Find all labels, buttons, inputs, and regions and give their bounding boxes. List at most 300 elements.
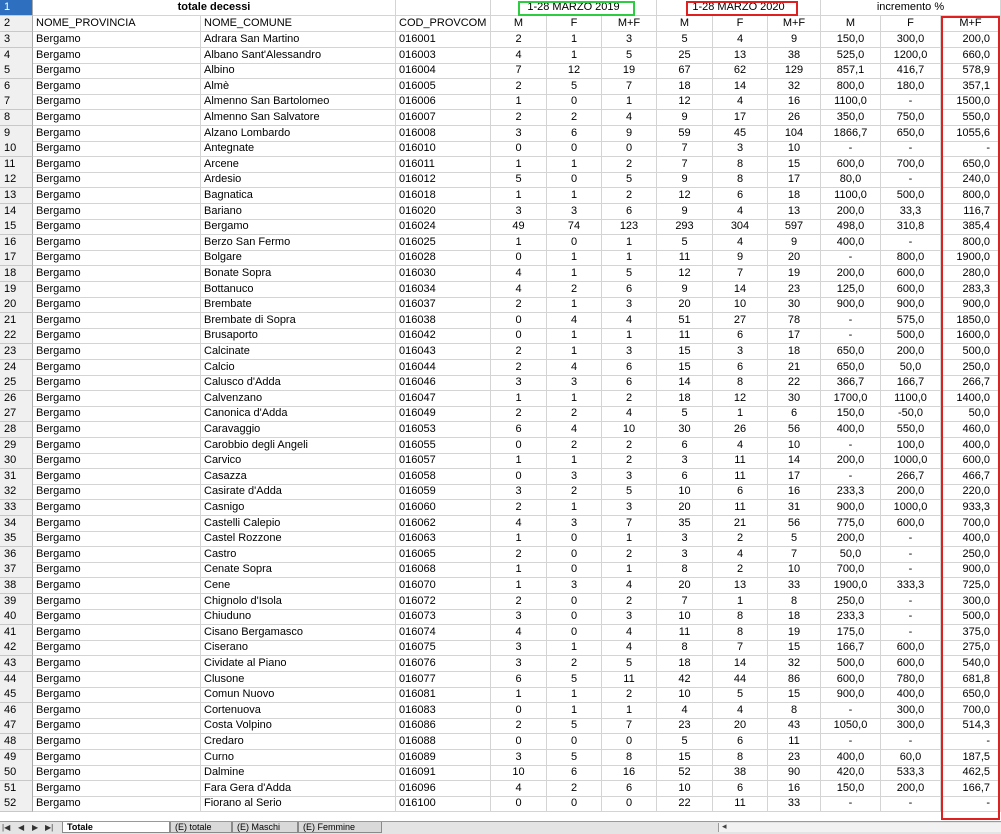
cell-comune[interactable]: Carobbio degli Angeli <box>201 438 396 454</box>
cell-m-incremento[interactable]: - <box>821 250 881 266</box>
cell-comune[interactable]: Casnigo <box>201 500 396 516</box>
cell-m-incremento[interactable]: 1100,0 <box>821 188 881 204</box>
cell-f-incremento[interactable]: 800,0 <box>881 250 941 266</box>
row-header[interactable]: 10 <box>0 141 33 157</box>
cell-m-2020[interactable]: 67 <box>657 63 713 79</box>
cell-m-2019[interactable]: 2 <box>491 110 547 126</box>
cell-m-2020[interactable]: 22 <box>657 796 713 812</box>
cell-m-2019[interactable]: 2 <box>491 718 547 734</box>
cell-comune[interactable]: Cividate al Piano <box>201 656 396 672</box>
cell-f-2019[interactable]: 0 <box>547 594 602 610</box>
cell-mf-2020[interactable]: 14 <box>768 453 821 469</box>
cell-f-2020[interactable]: 3 <box>713 344 768 360</box>
cell-m-incremento[interactable]: - <box>821 703 881 719</box>
cell-cod-provcom[interactable]: 016059 <box>396 484 491 500</box>
cell-m-2020[interactable]: 9 <box>657 172 713 188</box>
cell-f-2020[interactable]: 7 <box>713 640 768 656</box>
cell-f-2019[interactable]: 1 <box>547 157 602 173</box>
cell-mf-2019[interactable]: 2 <box>602 157 657 173</box>
cell-comune[interactable]: Fara Gera d'Adda <box>201 781 396 797</box>
cell-comune[interactable]: Curno <box>201 750 396 766</box>
cell-m-2020[interactable]: 3 <box>657 453 713 469</box>
cell-cod-provcom[interactable]: 016020 <box>396 204 491 220</box>
cell-m-2019[interactable]: 2 <box>491 79 547 95</box>
cell-mf-incremento[interactable]: 540,0 <box>941 656 1001 672</box>
cell-m-2019[interactable]: 10 <box>491 765 547 781</box>
cell-cod-provcom[interactable]: 016044 <box>396 360 491 376</box>
cell-f-2020[interactable]: 6 <box>713 781 768 797</box>
row-header[interactable]: 12 <box>0 172 33 188</box>
cell-mf-2020[interactable]: 43 <box>768 718 821 734</box>
cell-f-2019[interactable]: 1 <box>547 188 602 204</box>
cell-m-incremento[interactable]: 700,0 <box>821 562 881 578</box>
cell-f-incremento[interactable]: 60,0 <box>881 750 941 766</box>
cell-mf-incremento[interactable]: 900,0 <box>941 562 1001 578</box>
cell-f-2020[interactable]: 10 <box>713 297 768 313</box>
cell-comune[interactable]: Ciserano <box>201 640 396 656</box>
cell-f-incremento[interactable]: - <box>881 734 941 750</box>
row-header[interactable]: 22 <box>0 328 33 344</box>
cell-mf-incremento[interactable]: 700,0 <box>941 516 1001 532</box>
cell-m-incremento[interactable]: - <box>821 328 881 344</box>
cell-mf-2020[interactable]: 17 <box>768 328 821 344</box>
row-header[interactable]: 50 <box>0 765 33 781</box>
cell-mf-2019[interactable]: 6 <box>602 204 657 220</box>
cell-m-2019[interactable]: 1 <box>491 578 547 594</box>
cell-m-incremento[interactable]: - <box>821 438 881 454</box>
cell-mf-2020[interactable]: 22 <box>768 375 821 391</box>
cell-m-2020[interactable]: 8 <box>657 562 713 578</box>
cell-m-2020[interactable]: 59 <box>657 126 713 142</box>
cell-cod-provcom[interactable]: 016077 <box>396 672 491 688</box>
cell-f-incremento[interactable]: 1000,0 <box>881 453 941 469</box>
cell-mf-2019[interactable]: 1 <box>602 235 657 251</box>
cell-m-incremento[interactable]: 1050,0 <box>821 718 881 734</box>
cell-comune[interactable]: Bagnatica <box>201 188 396 204</box>
cell-f-2019[interactable]: 0 <box>547 796 602 812</box>
cell-f-2019[interactable]: 2 <box>547 781 602 797</box>
cell-mf-2020[interactable]: 20 <box>768 250 821 266</box>
cell-m-incremento[interactable]: 366,7 <box>821 375 881 391</box>
cell-mf-incremento[interactable]: 1900,0 <box>941 250 1001 266</box>
cell-f-2019[interactable]: 4 <box>547 360 602 376</box>
cell-mf-2019[interactable]: 3 <box>602 32 657 48</box>
cell-f-incremento[interactable]: - <box>881 94 941 110</box>
tab-prev-icon[interactable]: ◀ <box>18 823 25 832</box>
cell-comune[interactable]: Castro <box>201 547 396 563</box>
cell-mf-2019[interactable]: 7 <box>602 718 657 734</box>
cell-provincia[interactable]: Bergamo <box>33 687 201 703</box>
cell-comune[interactable]: Bariano <box>201 204 396 220</box>
cell-mf-incremento[interactable]: 166,7 <box>941 781 1001 797</box>
cell-f-2020[interactable]: 14 <box>713 656 768 672</box>
cell-mf-2020[interactable]: 31 <box>768 500 821 516</box>
cell-mf-incremento[interactable]: 400,0 <box>941 438 1001 454</box>
cell-f-2020[interactable]: 13 <box>713 578 768 594</box>
cell-provincia[interactable]: Bergamo <box>33 250 201 266</box>
cell-cod-provcom[interactable]: 016065 <box>396 547 491 563</box>
scroll-left-icon[interactable]: ◂ <box>722 821 727 831</box>
row-header[interactable]: 25 <box>0 375 33 391</box>
cell-cod-provcom[interactable]: 016100 <box>396 796 491 812</box>
cell-mf-2020[interactable]: 597 <box>768 219 821 235</box>
cell-m-2019[interactable]: 0 <box>491 796 547 812</box>
cell-mf-incremento[interactable]: 280,0 <box>941 266 1001 282</box>
cell-m-incremento[interactable]: 420,0 <box>821 765 881 781</box>
row-header[interactable]: 52 <box>0 796 33 812</box>
cell-mf-2019[interactable]: 2 <box>602 687 657 703</box>
cell-cod-provcom[interactable]: 016073 <box>396 609 491 625</box>
cell-comune[interactable]: Casazza <box>201 469 396 485</box>
col-header-mf-inc[interactable]: M+F <box>941 16 1001 32</box>
cell-cod-provcom[interactable]: 016038 <box>396 313 491 329</box>
cell-mf-2019[interactable]: 1 <box>602 94 657 110</box>
cell-mf-2020[interactable]: 6 <box>768 406 821 422</box>
cell-f-2019[interactable]: 2 <box>547 110 602 126</box>
incremento-label[interactable]: incremento % <box>821 0 1001 16</box>
cell-mf-incremento[interactable]: 600,0 <box>941 453 1001 469</box>
cell-m-incremento[interactable]: - <box>821 313 881 329</box>
cell-f-2020[interactable]: 1 <box>713 594 768 610</box>
period-2019-label[interactable]: 1-28 MARZO 2019 <box>491 0 657 16</box>
tab-last-icon[interactable]: ▶| <box>45 823 54 832</box>
cell-cod-provcom[interactable]: 016007 <box>396 110 491 126</box>
cell-mf-incremento[interactable]: 650,0 <box>941 687 1001 703</box>
cell-m-2020[interactable]: 18 <box>657 656 713 672</box>
cell-mf-incremento[interactable]: 220,0 <box>941 484 1001 500</box>
cell-f-2020[interactable]: 62 <box>713 63 768 79</box>
cell-m-2020[interactable]: 12 <box>657 266 713 282</box>
cell-mf-2020[interactable]: 8 <box>768 703 821 719</box>
cell-cod-provcom[interactable]: 016011 <box>396 157 491 173</box>
cell-cod-provcom[interactable]: 016049 <box>396 406 491 422</box>
cell-cod-provcom[interactable]: 016047 <box>396 391 491 407</box>
cell-m-2019[interactable]: 7 <box>491 63 547 79</box>
cell-comune[interactable]: Chignolo d'Isola <box>201 594 396 610</box>
cell-provincia[interactable]: Bergamo <box>33 282 201 298</box>
cell-m-2020[interactable]: 5 <box>657 406 713 422</box>
cell-f-incremento[interactable]: - <box>881 796 941 812</box>
cell-provincia[interactable]: Bergamo <box>33 422 201 438</box>
cell-f-incremento[interactable]: 780,0 <box>881 672 941 688</box>
cell-f-2020[interactable]: 11 <box>713 453 768 469</box>
cell-f-2019[interactable]: 3 <box>547 469 602 485</box>
cell-m-2019[interactable]: 1 <box>491 157 547 173</box>
cell-f-2020[interactable]: 304 <box>713 219 768 235</box>
cell-f-2019[interactable]: 1 <box>547 500 602 516</box>
cell-m-2020[interactable]: 6 <box>657 438 713 454</box>
cell-comune[interactable]: Berzo San Fermo <box>201 235 396 251</box>
cell-m-2019[interactable]: 3 <box>491 375 547 391</box>
cell-provincia[interactable]: Bergamo <box>33 516 201 532</box>
cell-f-2019[interactable]: 0 <box>547 547 602 563</box>
cell-f-incremento[interactable]: 600,0 <box>881 282 941 298</box>
cell-f-incremento[interactable]: 550,0 <box>881 422 941 438</box>
cell-f-2019[interactable]: 3 <box>547 578 602 594</box>
cell-f-2019[interactable]: 5 <box>547 79 602 95</box>
cell-mf-2019[interactable]: 6 <box>602 282 657 298</box>
cell-f-2019[interactable]: 1 <box>547 48 602 64</box>
cell-mf-incremento[interactable]: 550,0 <box>941 110 1001 126</box>
cell-mf-2019[interactable]: 11 <box>602 672 657 688</box>
cell-m-incremento[interactable]: 600,0 <box>821 672 881 688</box>
cell-mf-2020[interactable]: 33 <box>768 796 821 812</box>
cell-f-incremento[interactable]: 200,0 <box>881 781 941 797</box>
cell-f-2020[interactable]: 8 <box>713 157 768 173</box>
cell-m-2019[interactable]: 0 <box>491 469 547 485</box>
row-header[interactable]: 23 <box>0 344 33 360</box>
cell-mf-incremento[interactable]: 700,0 <box>941 703 1001 719</box>
cell-cod-provcom[interactable]: 016006 <box>396 94 491 110</box>
cell-comune[interactable]: Casirate d'Adda <box>201 484 396 500</box>
cell-m-incremento[interactable]: 1700,0 <box>821 391 881 407</box>
tab-e-maschi[interactable]: (E) Maschi <box>232 822 298 833</box>
cell-f-2020[interactable]: 1 <box>713 406 768 422</box>
cell-comune[interactable]: Costa Volpino <box>201 718 396 734</box>
cell-provincia[interactable]: Bergamo <box>33 313 201 329</box>
cell-provincia[interactable]: Bergamo <box>33 204 201 220</box>
cell-cod-provcom[interactable]: 016062 <box>396 516 491 532</box>
cell-f-incremento[interactable]: - <box>881 547 941 563</box>
cell-f-incremento[interactable]: - <box>881 609 941 625</box>
cell-f-2019[interactable]: 0 <box>547 609 602 625</box>
cell-m-2020[interactable]: 15 <box>657 360 713 376</box>
cell-mf-2020[interactable]: 15 <box>768 640 821 656</box>
cell-f-2020[interactable]: 6 <box>713 360 768 376</box>
cell-mf-2019[interactable]: 19 <box>602 63 657 79</box>
cell-mf-2019[interactable]: 1 <box>602 562 657 578</box>
cell-provincia[interactable]: Bergamo <box>33 796 201 812</box>
cell-m-2020[interactable]: 12 <box>657 188 713 204</box>
cell-comune[interactable]: Bonate Sopra <box>201 266 396 282</box>
cell-mf-incremento[interactable]: 462,5 <box>941 765 1001 781</box>
cell-comune[interactable]: Albino <box>201 63 396 79</box>
cell-m-2019[interactable]: 1 <box>491 188 547 204</box>
cell-provincia[interactable]: Bergamo <box>33 672 201 688</box>
cell-m-incremento[interactable]: 1100,0 <box>821 94 881 110</box>
cell-provincia[interactable]: Bergamo <box>33 531 201 547</box>
cell-m-2019[interactable]: 4 <box>491 282 547 298</box>
cell-m-2020[interactable]: 30 <box>657 422 713 438</box>
cell-m-incremento[interactable]: 400,0 <box>821 750 881 766</box>
cell-f-incremento[interactable]: - <box>881 531 941 547</box>
cell-m-incremento[interactable]: 350,0 <box>821 110 881 126</box>
cell-m-incremento[interactable]: 1900,0 <box>821 578 881 594</box>
cell-m-incremento[interactable]: - <box>821 796 881 812</box>
cell-provincia[interactable]: Bergamo <box>33 765 201 781</box>
cell-mf-incremento[interactable]: 375,0 <box>941 625 1001 641</box>
cell-cod-provcom[interactable]: 016075 <box>396 640 491 656</box>
cell-comune[interactable]: Credaro <box>201 734 396 750</box>
cell-f-2020[interactable]: 14 <box>713 79 768 95</box>
cell-mf-2019[interactable]: 9 <box>602 126 657 142</box>
cell-f-2020[interactable]: 2 <box>713 531 768 547</box>
cell-mf-2020[interactable]: 30 <box>768 297 821 313</box>
cell-m-incremento[interactable]: - <box>821 141 881 157</box>
cell-mf-2019[interactable]: 0 <box>602 141 657 157</box>
cell-comune[interactable]: Cortenuova <box>201 703 396 719</box>
cell-m-2020[interactable]: 5 <box>657 32 713 48</box>
row-header[interactable]: 28 <box>0 422 33 438</box>
cell-mf-2019[interactable]: 2 <box>602 391 657 407</box>
cell-f-incremento[interactable]: 180,0 <box>881 79 941 95</box>
cell-provincia[interactable]: Bergamo <box>33 547 201 563</box>
cell-m-2020[interactable]: 10 <box>657 609 713 625</box>
cell-f-2020[interactable]: 8 <box>713 750 768 766</box>
cell-comune[interactable]: Caravaggio <box>201 422 396 438</box>
cell-comune[interactable]: Calcio <box>201 360 396 376</box>
cell-m-incremento[interactable]: 200,0 <box>821 531 881 547</box>
cell-mf-2019[interactable]: 7 <box>602 79 657 95</box>
cell-f-incremento[interactable]: -50,0 <box>881 406 941 422</box>
cell-f-incremento[interactable]: 500,0 <box>881 328 941 344</box>
cell-m-2020[interactable]: 7 <box>657 141 713 157</box>
cell-f-2019[interactable]: 74 <box>547 219 602 235</box>
row-header[interactable]: 34 <box>0 516 33 532</box>
cell-f-incremento[interactable]: 310,8 <box>881 219 941 235</box>
cell-f-incremento[interactable]: 200,0 <box>881 344 941 360</box>
cell-comune[interactable]: Almenno San Salvatore <box>201 110 396 126</box>
cell-comune[interactable]: Cenate Sopra <box>201 562 396 578</box>
cell-m-2020[interactable]: 7 <box>657 157 713 173</box>
cell-mf-2019[interactable]: 4 <box>602 313 657 329</box>
row-header[interactable]: 24 <box>0 360 33 376</box>
cell-m-2020[interactable]: 9 <box>657 110 713 126</box>
cell-mf-2020[interactable]: 9 <box>768 235 821 251</box>
cell-m-2019[interactable]: 1 <box>491 687 547 703</box>
cell-mf-incremento[interactable]: 250,0 <box>941 547 1001 563</box>
cell-mf-2020[interactable]: 19 <box>768 625 821 641</box>
cell-provincia[interactable]: Bergamo <box>33 500 201 516</box>
cell-comune[interactable]: Bolgare <box>201 250 396 266</box>
cell-f-2020[interactable]: 27 <box>713 313 768 329</box>
cell-f-2020[interactable]: 13 <box>713 48 768 64</box>
cell-f-2020[interactable]: 8 <box>713 172 768 188</box>
row-header[interactable]: 27 <box>0 406 33 422</box>
cell-f-2020[interactable]: 26 <box>713 422 768 438</box>
cell-mf-incremento[interactable]: 1600,0 <box>941 328 1001 344</box>
cell-m-incremento[interactable]: 150,0 <box>821 32 881 48</box>
cell-m-incremento[interactable]: 50,0 <box>821 547 881 563</box>
row-header[interactable]: 8 <box>0 110 33 126</box>
cell-m-2020[interactable]: 35 <box>657 516 713 532</box>
cell-m-2020[interactable]: 18 <box>657 391 713 407</box>
cell-m-2019[interactable]: 1 <box>491 235 547 251</box>
cell-m-2020[interactable]: 42 <box>657 672 713 688</box>
cell-comune[interactable]: Arcene <box>201 157 396 173</box>
col-header-f-2020[interactable]: F <box>713 16 768 32</box>
cell-mf-incremento[interactable]: 400,0 <box>941 531 1001 547</box>
row-header[interactable]: 42 <box>0 640 33 656</box>
row-header[interactable]: 29 <box>0 438 33 454</box>
cell-f-incremento[interactable]: - <box>881 235 941 251</box>
cell-m-2020[interactable]: 4 <box>657 703 713 719</box>
row-header[interactable]: 4 <box>0 48 33 64</box>
cell-f-2019[interactable]: 0 <box>547 235 602 251</box>
cell-mf-2019[interactable]: 4 <box>602 578 657 594</box>
cell-comune[interactable]: Almenno San Bartolomeo <box>201 94 396 110</box>
cell-f-2019[interactable]: 1 <box>547 391 602 407</box>
cell-mf-2020[interactable]: 90 <box>768 765 821 781</box>
cell-m-2019[interactable]: 2 <box>491 360 547 376</box>
cell-provincia[interactable]: Bergamo <box>33 469 201 485</box>
cell-mf-2020[interactable]: 86 <box>768 672 821 688</box>
cell-cod-provcom[interactable]: 016024 <box>396 219 491 235</box>
cell-provincia[interactable]: Bergamo <box>33 406 201 422</box>
cell-cod-provcom[interactable]: 016096 <box>396 781 491 797</box>
cell-cod-provcom[interactable]: 016060 <box>396 500 491 516</box>
cell-mf-incremento[interactable]: 385,4 <box>941 219 1001 235</box>
cell-m-2020[interactable]: 11 <box>657 250 713 266</box>
cell-f-2020[interactable]: 45 <box>713 126 768 142</box>
cell-m-2020[interactable]: 7 <box>657 594 713 610</box>
cell-f-2019[interactable]: 2 <box>547 656 602 672</box>
cell-f-incremento[interactable]: 1100,0 <box>881 391 941 407</box>
cell-comune[interactable]: Brusaporto <box>201 328 396 344</box>
cell-f-2020[interactable]: 4 <box>713 438 768 454</box>
cell-mf-incremento[interactable]: 1055,6 <box>941 126 1001 142</box>
cell-mf-incremento[interactable]: 300,0 <box>941 594 1001 610</box>
cell-f-2019[interactable]: 5 <box>547 750 602 766</box>
cell-cod-provcom[interactable]: 016018 <box>396 188 491 204</box>
cell-cod-provcom[interactable]: 016034 <box>396 282 491 298</box>
cell-mf-2019[interactable]: 1 <box>602 250 657 266</box>
cell-mf-incremento[interactable]: 116,7 <box>941 204 1001 220</box>
cell-m-2020[interactable]: 20 <box>657 297 713 313</box>
cell-m-incremento[interactable]: 233,3 <box>821 609 881 625</box>
cell-provincia[interactable]: Bergamo <box>33 266 201 282</box>
cell-mf-2020[interactable]: 7 <box>768 547 821 563</box>
cell-mf-incremento[interactable]: 466,7 <box>941 469 1001 485</box>
cell-mf-2019[interactable]: 5 <box>602 266 657 282</box>
cell-m-incremento[interactable]: 150,0 <box>821 406 881 422</box>
cell-mf-2020[interactable]: 15 <box>768 687 821 703</box>
cell-f-incremento[interactable]: - <box>881 625 941 641</box>
cell-m-2020[interactable]: 10 <box>657 687 713 703</box>
cell-cod-provcom[interactable]: 016091 <box>396 765 491 781</box>
cell-f-2020[interactable]: 6 <box>713 188 768 204</box>
cell-comune[interactable]: Brembate di Sopra <box>201 313 396 329</box>
row-header[interactable]: 14 <box>0 204 33 220</box>
cell-cod-provcom[interactable]: 016072 <box>396 594 491 610</box>
cell-m-incremento[interactable]: 498,0 <box>821 219 881 235</box>
cell-f-2019[interactable]: 0 <box>547 94 602 110</box>
cell-provincia[interactable]: Bergamo <box>33 578 201 594</box>
tab-first-icon[interactable]: |◀ <box>2 823 11 832</box>
cell-m-2019[interactable]: 0 <box>491 734 547 750</box>
cell-mf-incremento[interactable]: 725,0 <box>941 578 1001 594</box>
cell-mf-2020[interactable]: 78 <box>768 313 821 329</box>
cell-mf-2019[interactable]: 3 <box>602 500 657 516</box>
cell-cod-provcom[interactable]: 016004 <box>396 63 491 79</box>
cell-provincia[interactable]: Bergamo <box>33 360 201 376</box>
cell-mf-2019[interactable]: 2 <box>602 594 657 610</box>
row-header[interactable]: 31 <box>0 469 33 485</box>
cell-mf-2019[interactable]: 1 <box>602 703 657 719</box>
cell-f-incremento[interactable]: 400,0 <box>881 687 941 703</box>
cell-f-2019[interactable]: 4 <box>547 313 602 329</box>
cell-cod-provcom[interactable]: 016058 <box>396 469 491 485</box>
cell-f-2019[interactable]: 1 <box>547 250 602 266</box>
cell-provincia[interactable]: Bergamo <box>33 48 201 64</box>
cell-m-incremento[interactable]: 400,0 <box>821 422 881 438</box>
cell-mf-incremento[interactable]: 200,0 <box>941 32 1001 48</box>
cell-mf-2019[interactable]: 3 <box>602 344 657 360</box>
col-header-mf-2020[interactable]: M+F <box>768 16 821 32</box>
cell-f-incremento[interactable]: - <box>881 594 941 610</box>
cell-m-incremento[interactable]: 775,0 <box>821 516 881 532</box>
cell-provincia[interactable]: Bergamo <box>33 391 201 407</box>
